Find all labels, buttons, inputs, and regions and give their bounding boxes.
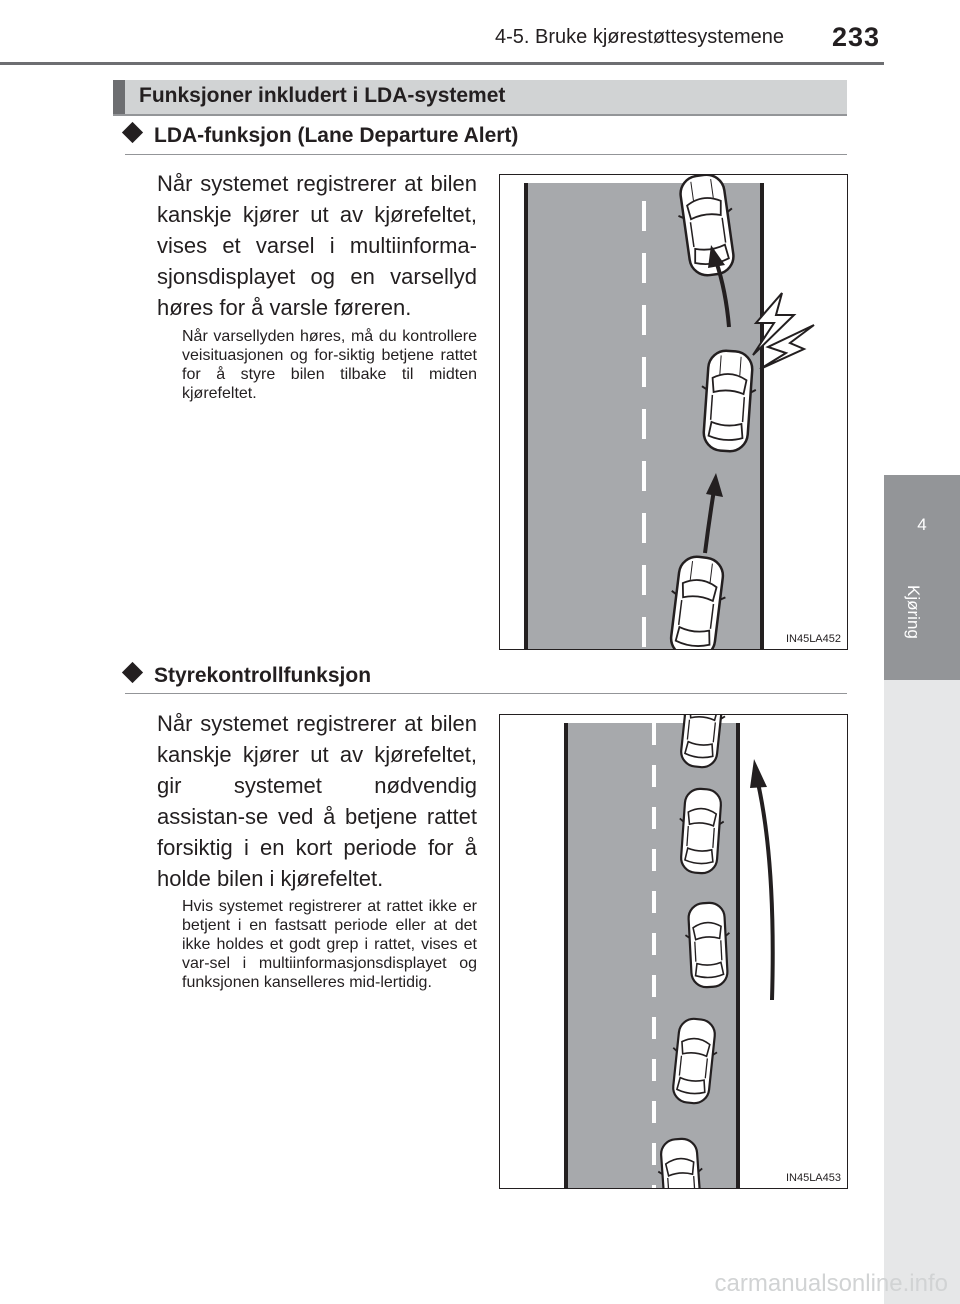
- diamond-bullet-icon: [122, 122, 143, 143]
- subsection-title: Styrekontrollfunksjon: [154, 664, 372, 687]
- running-header-section: 4-5. Bruke kjørestøttesystemene: [495, 26, 784, 48]
- subsection-rule: [125, 154, 847, 155]
- figure-code: IN45LA453: [785, 1172, 841, 1184]
- body-paragraph: Når systemet registrerer at bilen kanskje kjører ut av kjørefeltet, gir systemet nødvendig assistan-se ved å betjene rattet forsiktig i en kort periode for å holde bilen i kjørefeltet.: [157, 711, 477, 891]
- figure-steering-control: [499, 714, 848, 1189]
- chapter-strip: [884, 680, 960, 1304]
- arrow-return-head: [750, 759, 767, 788]
- watermark: carmanualsonline.info: [714, 1270, 948, 1297]
- subsection-title: LDA-funksjon (Lane Departure Alert): [154, 124, 519, 147]
- subsection-rule: [125, 693, 847, 694]
- figure-lane-departure-alert: [499, 174, 848, 650]
- header-rule: [0, 62, 884, 65]
- chapter-title: Kjøring: [904, 585, 923, 639]
- note-paragraph: Når varsellyden høres, må du kontrollere veisituasjonen og for-siktig betjene rattet for å styre bilen tilbake til midten kjørefeltet.: [182, 328, 477, 402]
- chapter-number: 4: [917, 515, 927, 534]
- subsection-heading-steering: [125, 664, 371, 688]
- lane-departure-illustration: [500, 175, 847, 649]
- subsection-heading-lda: [125, 124, 518, 148]
- figure-code: IN45LA452: [785, 633, 841, 645]
- chapter-label: [895, 585, 935, 655]
- page-number: 233: [832, 22, 881, 52]
- arrow-return-line: [758, 783, 773, 1000]
- body-paragraph: Når systemet registrerer at bilen kanskje kjører ut av kjørefeltet, vises et varsel i multiinforma-sjonsdisplayet og en varsellyd høres for å varsle føreren.: [157, 171, 477, 320]
- section-title: Funksjoner inkludert i LDA-systemet: [139, 84, 506, 107]
- note-paragraph: Hvis systemet registrerer at rattet ikke er betjent i en fastsatt periode eller at det ikke holdes et godt grep i rattet, vises et var-sel i multiinformasjonsdisplayet og funksjonen kanselleres mid-lertidig.: [182, 898, 477, 991]
- steering-control-illustration: [500, 715, 847, 1188]
- section-bar-accent: [113, 80, 125, 114]
- car-3: [684, 902, 732, 988]
- diamond-bullet-icon: [122, 662, 143, 683]
- section-title-bar: [113, 80, 847, 116]
